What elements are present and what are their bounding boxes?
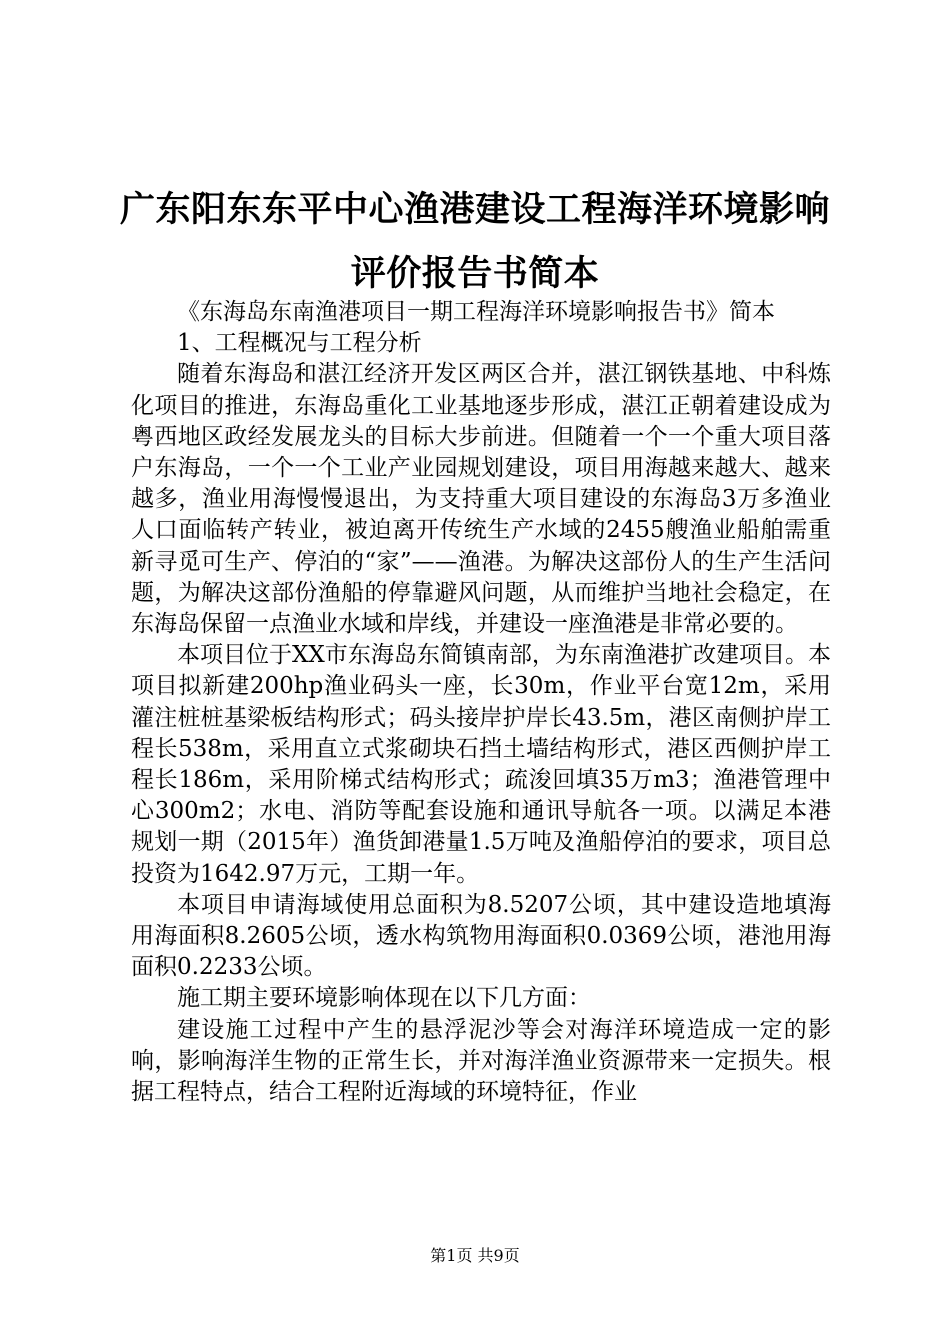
document-title: 广东阳东东平中心渔港建设工程海洋环境影响评价报告书简本 [120, 190, 831, 294]
page-footer: 第1页 共9页 [430, 1246, 520, 1265]
paragraph-construction-impact: 施工期主要环境影响体现在以下几方面： [177, 985, 591, 1012]
paragraph-sea-area: 本项目申请海域使用总面积为8.5207公顷，其中建设造地填海用海面积8.2605公顷，透水构筑物用海面积0.0369公顷，港池用海面积0.2233公顷。 [131, 891, 831, 981]
section-heading: 1、工程概况与工程分析 [177, 330, 422, 357]
paragraph-project-scope: 本项目位于XX市东海岛东简镇南部，为东南渔港扩改建项目。本项目拟新建200hp渔业码头一座，长30m，作业平台宽12m，采用灌注桩桩基梁板结构形式；码头接岸护岸长43.5m，港区南侧护岸工程长538m，采用直立式浆砌块石挡土墙结构形式，港区西侧护岸工程长186m，采用阶梯式结构形式；疏浚回填35万m3；渔港管理中心300m2；水电、消防等配套设施和通讯导航各一项。以满足本港规划一期（2015年）渔货卸港量1.5万吨及渔船停泊的要求，项目总投资为1642.97万元，工期一年。 [131, 642, 831, 887]
paragraph-suspended-sediment: 建设施工过程中产生的悬浮泥沙等会对海洋环境造成一定的影响，影响海洋生物的正常生长，并对海洋渔业资源带来一定损失。根据工程特点，结合工程附近海域的环境特征，作业 [131, 1016, 831, 1106]
paragraph-intro: 《东海岛东南渔港项目一期工程海洋环境影响报告书》简本 [177, 299, 775, 325]
document-body [131, 297, 831, 1108]
paragraph-background: 随着东海岛和湛江经济开发区两区合并，湛江钢铁基地、中科炼化项目的推进，东海岛重化工业基地逐步形成，湛江正朝着建设成为粤西地区政经发展龙头的目标大步前进。但随着一个一个重大项目落户东海岛，一个一个工业产业园规划建设，项目用海越来越大、越来越多，渔业用海慢慢退出，为支持重大项目建设的东海岛3万多渔业人口面临转产转业，被迫离开传统生产水域的2455艘渔业船舶需重新寻觅可生产、停泊的“家”——渔港。为解决这部份人的生产生活问题，为解决这部份渔船的停靠避风问题，从而维护当地社会稳定，在东海岛保留一点渔业水域和岸线，并建设一座渔港是非常必要的。 [131, 361, 831, 638]
